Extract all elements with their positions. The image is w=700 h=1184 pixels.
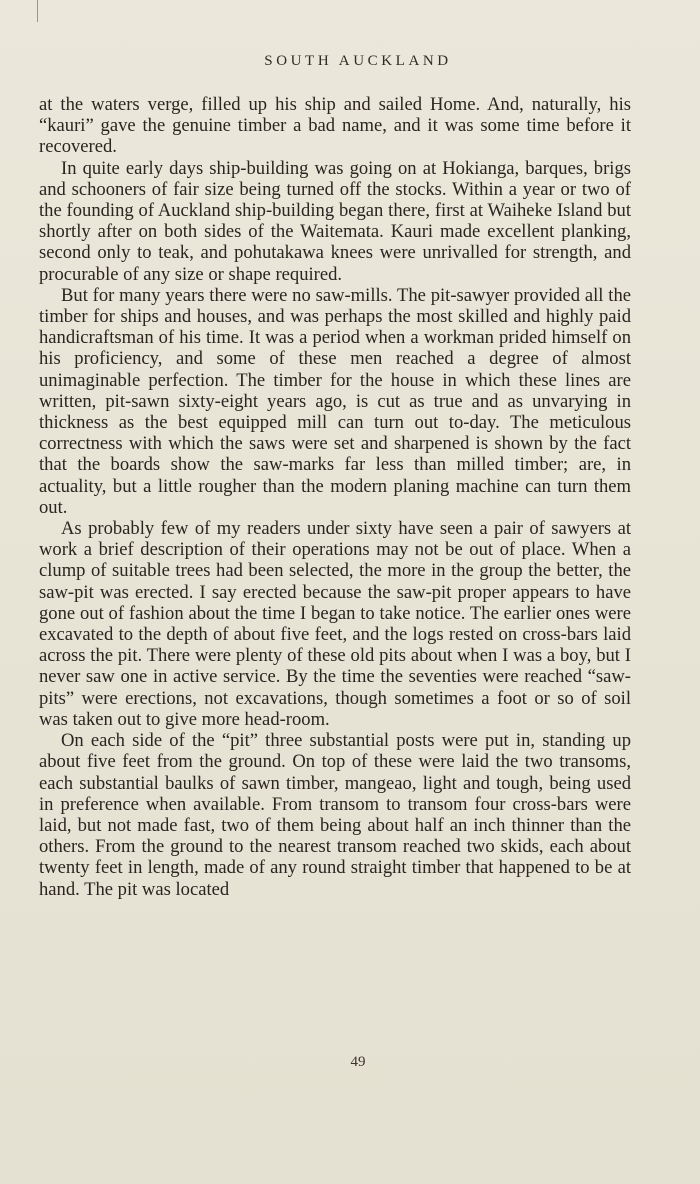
paragraph-5: On each side of the “pit” three substantial posts were put in, standing up about five feet from the ground. On top of these were laid the two transoms, each substantial baulks of sawn timber, mangeao, light and tough, being used in preference when available. From transom to transom four cross-bars were laid, but not made fast, two of them being about half an inch thinner than the others. From the ground to the nearest transom reached two skids, each about twenty feet in length, made of any round straight timber that happened to be at hand. The pit was located	[39, 730, 631, 900]
paragraph-3: But for many years there were no saw-mills. The pit-sawyer provided all the timber for ships and houses, and was perhaps the most skilled and highly paid handicraftsman of his time. It was a period when a workman prided himself on his proficiency, and some of these men reached a degree of almost unimaginable perfection. The timber for the house in which these lines are written, pit-sawn sixty-eight years ago, is cut as true and as unvarying in thickness as the best equipped mill can turn out to-day. The meticulous correctness with which the saws were set and sharpened is shown by the fact that the boards show the saw-marks far less than milled timber; are, in actuality, but a little rougher than the modern planing machine can turn them out.	[39, 284, 631, 518]
paragraph-4: As probably few of my readers under sixty have seen a pair of sawyers at work a brief description of their operations may not be out of place. When a clump of suitable trees had been selected, the more in the group the better, the saw-pit was erected. I say erected because the saw-pit proper appears to have gone out of fashion about the time I began to take notice. The earlier ones were excavated to the depth of about five feet, and the logs rested on cross-bars laid across the pit. There were plenty of these old pits about when I was a boy, but I never saw one in active service. By the time the seventies were reached “saw-pits” were erections, not excavations, though sometimes a foot or so of soil was taken out to give more head-room.	[39, 518, 631, 730]
body-text	[39, 94, 631, 900]
page-edge-mark	[37, 0, 38, 22]
running-head: SOUTH AUCKLAND	[264, 53, 452, 69]
paragraph-2: In quite early days ship-building was going on at Hokianga, barques, brigs and schooners of fair size being turned off the stocks. Within a year or two of the founding of Auckland ship-building began there, first at Waiheke Island but shortly after on both sides of the Waitemata. Kauri made excellent planking, second only to teak, and pohutakawa knees were unrivalled for strength, and procurable of any size or shape required.	[39, 157, 631, 285]
page-number: 49	[350, 1054, 366, 1070]
paragraph-1: at the waters verge, filled up his ship and sailed Home. And, naturally, his “kauri” gave the genuine timber a bad name, and it was some time before it recovered.	[39, 94, 631, 158]
